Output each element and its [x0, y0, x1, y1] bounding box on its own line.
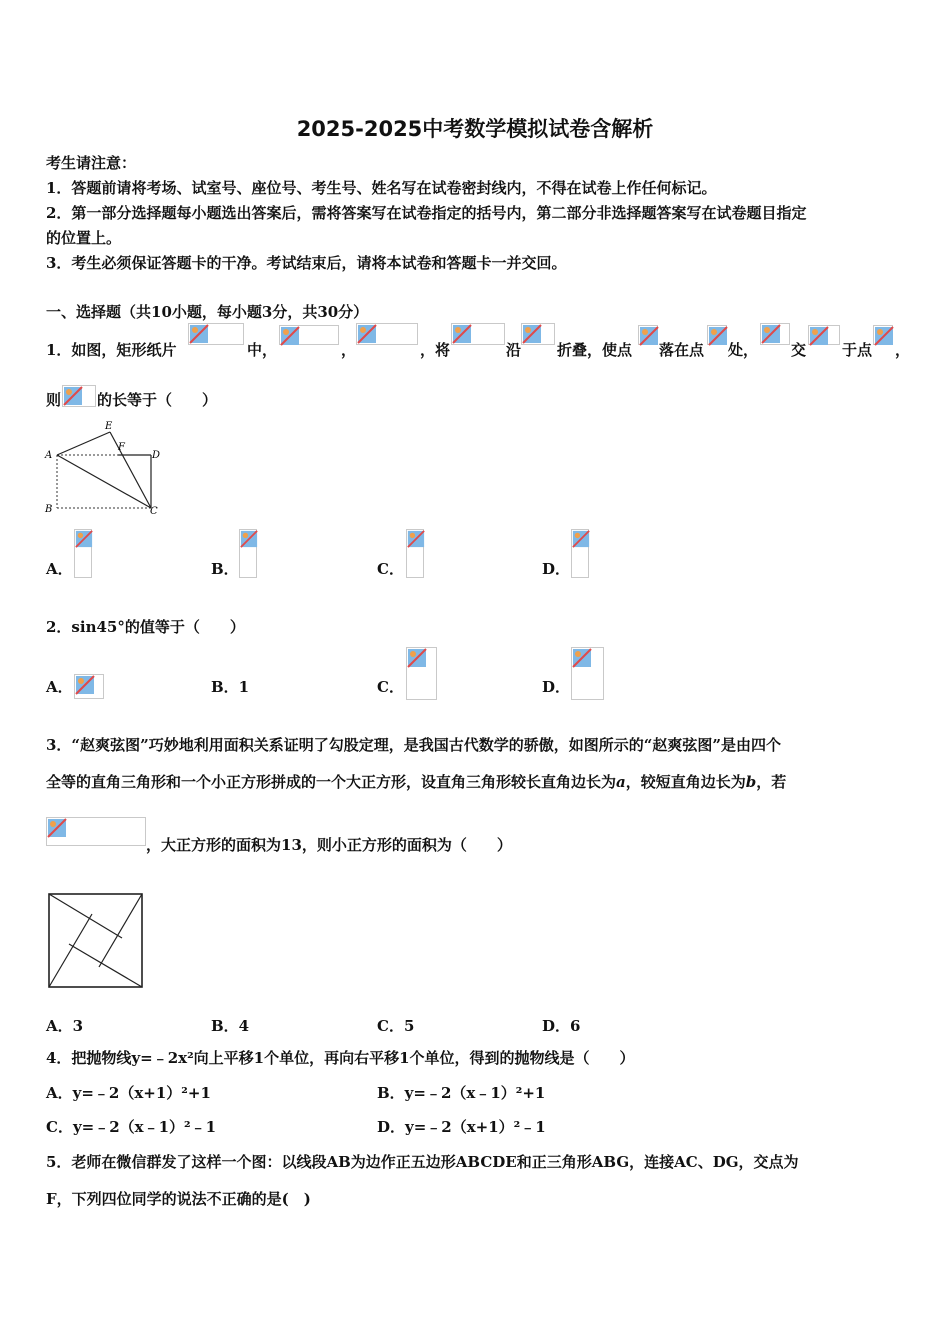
image-placeholder-icon — [62, 385, 96, 407]
q2-option-a[interactable]: A． — [46, 678, 73, 696]
q3-option-a[interactable]: A．3 — [46, 1017, 84, 1035]
image-placeholder-icon — [356, 323, 418, 345]
image-placeholder-icon — [188, 323, 244, 345]
label-e: E — [105, 421, 113, 432]
q1-text: ， — [895, 341, 911, 359]
q3-option-d[interactable]: D．6 — [542, 1017, 581, 1035]
q1-text: 于点 — [842, 341, 873, 359]
image-placeholder-icon — [638, 325, 658, 345]
q1-text: 则 — [46, 391, 62, 409]
q4-option-c[interactable]: C．y=﹣2（x﹣1）²﹣1 — [46, 1118, 217, 1136]
q1-option-b[interactable]: B． — [211, 560, 239, 578]
notice-item: 2．第一部分选择题每小题选出答案后，需将答案写在试卷指定的括号内，第二部分非选择题答案写在试卷题目指定 — [46, 204, 807, 222]
q3-option-c[interactable]: C．5 — [377, 1017, 415, 1035]
image-placeholder-icon — [239, 529, 257, 578]
q1-text: 落在点 — [659, 341, 705, 359]
q1-option-d[interactable]: D． — [542, 560, 571, 578]
image-placeholder-icon — [521, 323, 555, 345]
q1-text: 交 — [791, 341, 807, 359]
q3-option-b[interactable]: B．4 — [211, 1017, 250, 1035]
q4-stem: 4．把抛物线y=﹣2x²向上平移1个单位，再向右平移1个单位，得到的抛物线是（ ） — [46, 1049, 635, 1067]
image-placeholder-icon — [571, 529, 589, 578]
q3-text — [46, 771, 786, 792]
q3-text: 3．“赵爽弦图”巧妙地利用面积关系证明了勾股定理，是我国古代数学的骄傲，如图所示的“赵爽弦图”是由四个 — [46, 736, 781, 754]
q5-text: F，下列四位同学的说法不正确的是( ) — [46, 1190, 311, 1208]
image-placeholder-icon — [808, 325, 840, 345]
q1-text: ，将 — [420, 341, 451, 359]
image-placeholder-icon — [873, 325, 893, 345]
label-d: D — [152, 450, 161, 461]
notice-item: 1．答题前请将考场、试室号、座位号、考生号、姓名写在试卷密封线内，不得在试卷上作任何标记。 — [46, 179, 717, 197]
q1-text: 中， — [247, 341, 278, 359]
q2-option-b[interactable]: B．1 — [211, 678, 250, 696]
q1-text: ， — [341, 341, 357, 359]
image-placeholder-icon — [451, 323, 505, 345]
image-placeholder-icon — [279, 325, 339, 345]
var-a: a — [616, 773, 626, 791]
q3-text: ，大正方形的面积为13，则小正方形的面积为（ ） — [146, 836, 512, 854]
q3-text-part: ，若 — [756, 773, 787, 791]
label-b: B — [45, 504, 53, 515]
notice-item: 3．考生必须保证答题卡的干净。考试结束后，请将本试卷和答题卡一并交回。 — [46, 254, 567, 272]
page-title: 2025-2025中考数学模拟试卷含解析 — [296, 117, 654, 141]
q2-stem: 2．sin45°的值等于（ ） — [46, 618, 245, 636]
notice-heading: 考生请注意： — [46, 154, 137, 172]
q1-text: 的长等于（ ） — [97, 391, 218, 409]
q4-option-d[interactable]: D．y=﹣2（x+1）²﹣1 — [377, 1118, 546, 1136]
q1-text: 处， — [728, 341, 759, 359]
section-heading: 一、选择题（共10小题，每小题3分，共30分） — [46, 303, 369, 321]
q3-text-part: 全等的直角三角形和一个小正方形拼成的一个大正方形，设直角三角形较长直角边长为 — [46, 773, 617, 791]
zhao-shuang-figure — [46, 891, 146, 991]
image-placeholder-icon — [46, 817, 146, 846]
image-placeholder-icon — [406, 529, 424, 578]
label-c: C — [150, 506, 158, 517]
image-placeholder-icon — [74, 674, 104, 699]
image-placeholder-icon — [571, 647, 604, 700]
q1-text: 折叠，使点 — [557, 341, 633, 359]
q2-option-d[interactable]: D． — [542, 678, 571, 696]
q1-text: 1．如图，矩形纸片 — [46, 341, 177, 359]
image-placeholder-icon — [74, 529, 92, 578]
q1-text: 沿 — [506, 341, 522, 359]
image-placeholder-icon — [707, 325, 727, 345]
q1-option-a[interactable]: A． — [46, 560, 73, 578]
q1-option-c[interactable]: C． — [377, 560, 404, 578]
q2-option-c[interactable]: C． — [377, 678, 404, 696]
label-f: F — [118, 442, 125, 453]
q4-option-b[interactable]: B．y=﹣2（x﹣1）²+1 — [377, 1084, 546, 1102]
image-placeholder-icon — [406, 647, 437, 700]
rectangle-fold-figure — [40, 416, 170, 520]
q3-text-part: ，较短直角边长为 — [625, 773, 746, 791]
q4-option-a[interactable]: A．y=﹣2（x+1）²+1 — [46, 1084, 211, 1102]
q5-text: 5．老师在微信群发了这样一个图：以线段AB为边作正五边形ABCDE和正三角形ABG，连接AC、DG，交点为 — [46, 1153, 799, 1171]
notice-item: 的位置上。 — [46, 229, 122, 247]
var-b: b — [745, 773, 757, 791]
label-a: A — [45, 450, 53, 461]
image-placeholder-icon — [760, 323, 790, 345]
